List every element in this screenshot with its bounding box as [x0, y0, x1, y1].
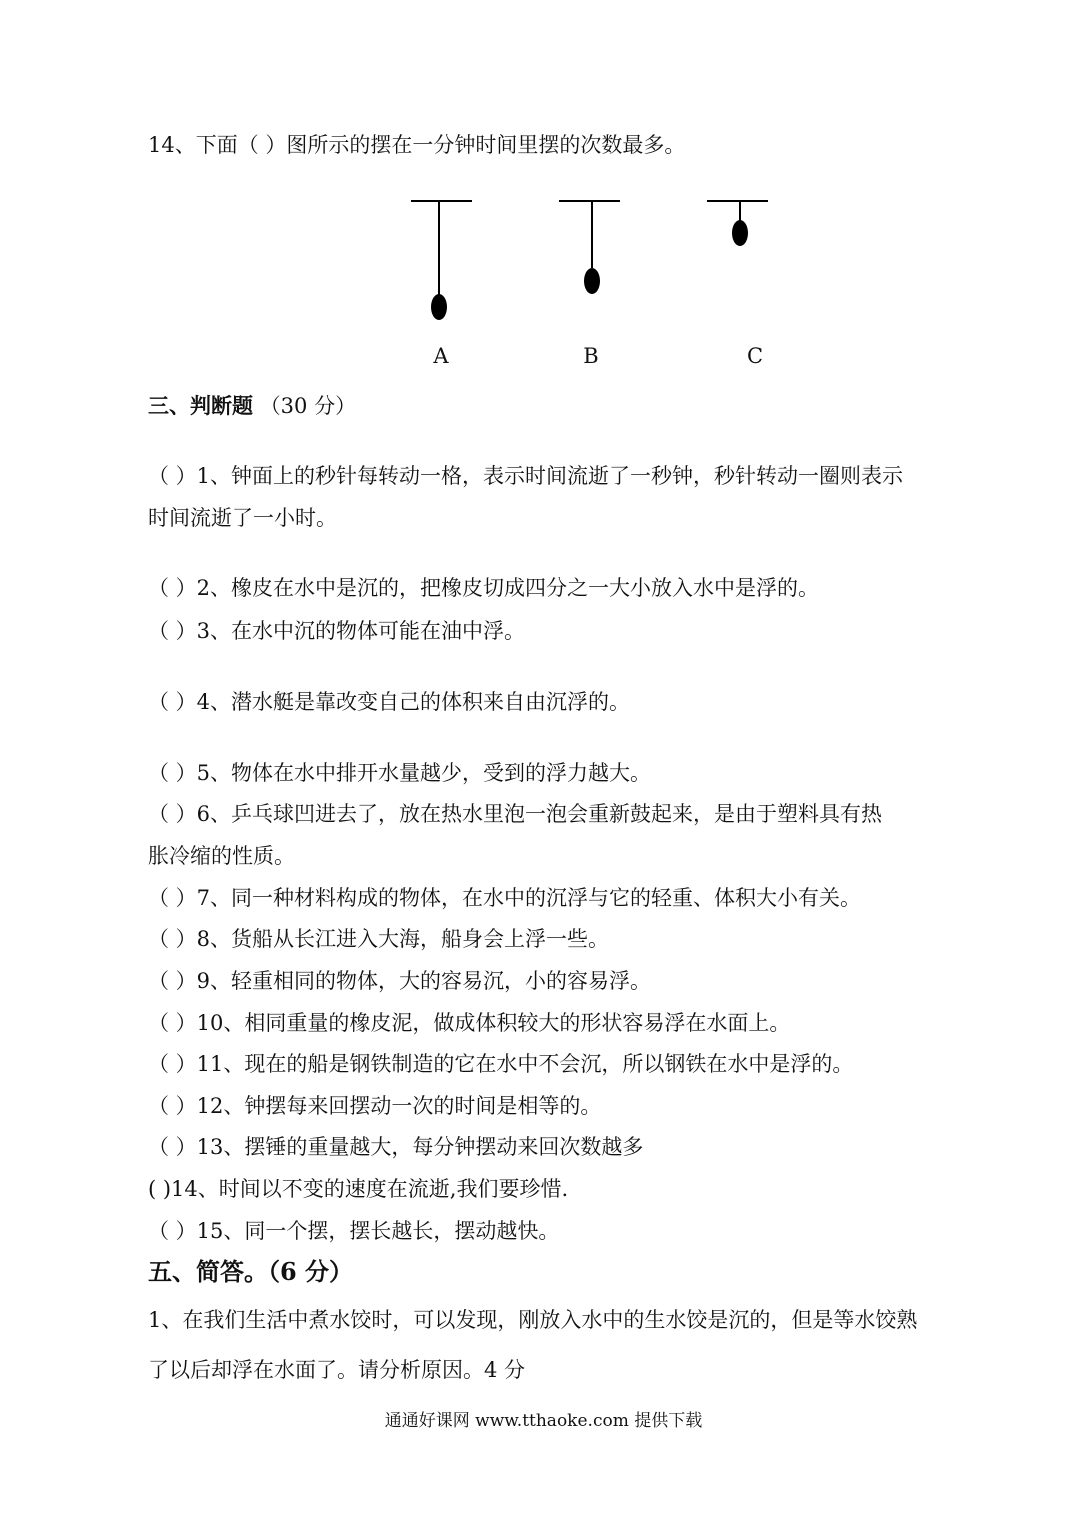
- short-answer-1-line-2: 了以后却浮在水面了。请分析原因。4 分: [148, 1358, 526, 1382]
- judgment-1-line-1: （ ）1、钟面上的秒针每转动一格，表示时间流逝了一秒钟，秒针转动一圈则表示: [148, 464, 904, 488]
- section-5-heading: 五、简答。（6 分）: [148, 1257, 354, 1286]
- judgment-3: （ ）3、在水中沉的物体可能在油中浮。: [148, 619, 526, 643]
- question-14-text: 14、下面（ ）图所示的摆在一分钟时间里摆的次数最多。: [148, 133, 686, 157]
- pendulum-b: [559, 201, 620, 294]
- section-3-title: 三、判断题: [148, 393, 253, 418]
- section-3-points: （30 分）: [259, 394, 357, 418]
- judgment-11: （ ）11、现在的船是钢铁制造的它在水中不会沉，所以钢铁在水中是浮的。: [148, 1052, 854, 1076]
- judgment-7: （ ）7、同一种材料构成的物体，在水中的沉浮与它的轻重、体积大小有关。: [148, 886, 862, 910]
- section-3-heading: [148, 392, 356, 420]
- short-answer-1-line-1: 1、在我们生活中煮水饺时，可以发现，刚放入水中的生水饺是沉的，但是等水饺熟: [148, 1308, 918, 1332]
- judgment-9: （ ）9、轻重相同的物体，大的容易沉，小的容易浮。: [148, 969, 652, 993]
- pendulum-label-b: B: [583, 344, 599, 368]
- pendulum-a: [411, 201, 472, 320]
- pendulum-c: [707, 201, 768, 246]
- pendulum-label-c: C: [746, 344, 764, 368]
- judgment-4: （ ）4、潜水艇是靠改变自己的体积来自由沉浮的。: [148, 690, 631, 714]
- judgment-8: （ ）8、货船从长江进入大海，船身会上浮一些。: [148, 927, 610, 951]
- judgment-10: （ ）10、相同重量的橡皮泥，做成体积较大的形状容易浮在水面上。: [148, 1011, 791, 1035]
- pendulum-label-a: A: [433, 344, 449, 368]
- judgment-5: （ ）5、物体在水中排开水量越少，受到的浮力越大。: [148, 761, 652, 785]
- judgment-12: （ ）12、钟摆每来回摆动一次的时间是相等的。: [148, 1094, 602, 1118]
- page-footer: 通通好课网 www.tthaoke.com 提供下载: [384, 1411, 703, 1431]
- judgment-13: （ ）13、摆锤的重量越大，每分钟摆动来回次数越多: [148, 1135, 644, 1159]
- judgment-6-line-2: 胀冷缩的性质。: [148, 844, 295, 868]
- judgment-6-line-1: （ ）6、乒乓球凹进去了，放在热水里泡一泡会重新鼓起来，是由于塑料具有热: [148, 802, 883, 826]
- judgment-1-line-2: 时间流逝了一小时。: [148, 506, 337, 530]
- judgment-14: ( )14、时间以不变的速度在流逝,我们要珍惜.: [148, 1177, 569, 1201]
- judgment-15: （ ）15、同一个摆，摆长越长，摆动越快。: [148, 1219, 560, 1243]
- judgment-2: （ ）2、橡皮在水中是沉的，把橡皮切成四分之一大小放入水中是浮的。: [148, 576, 820, 600]
